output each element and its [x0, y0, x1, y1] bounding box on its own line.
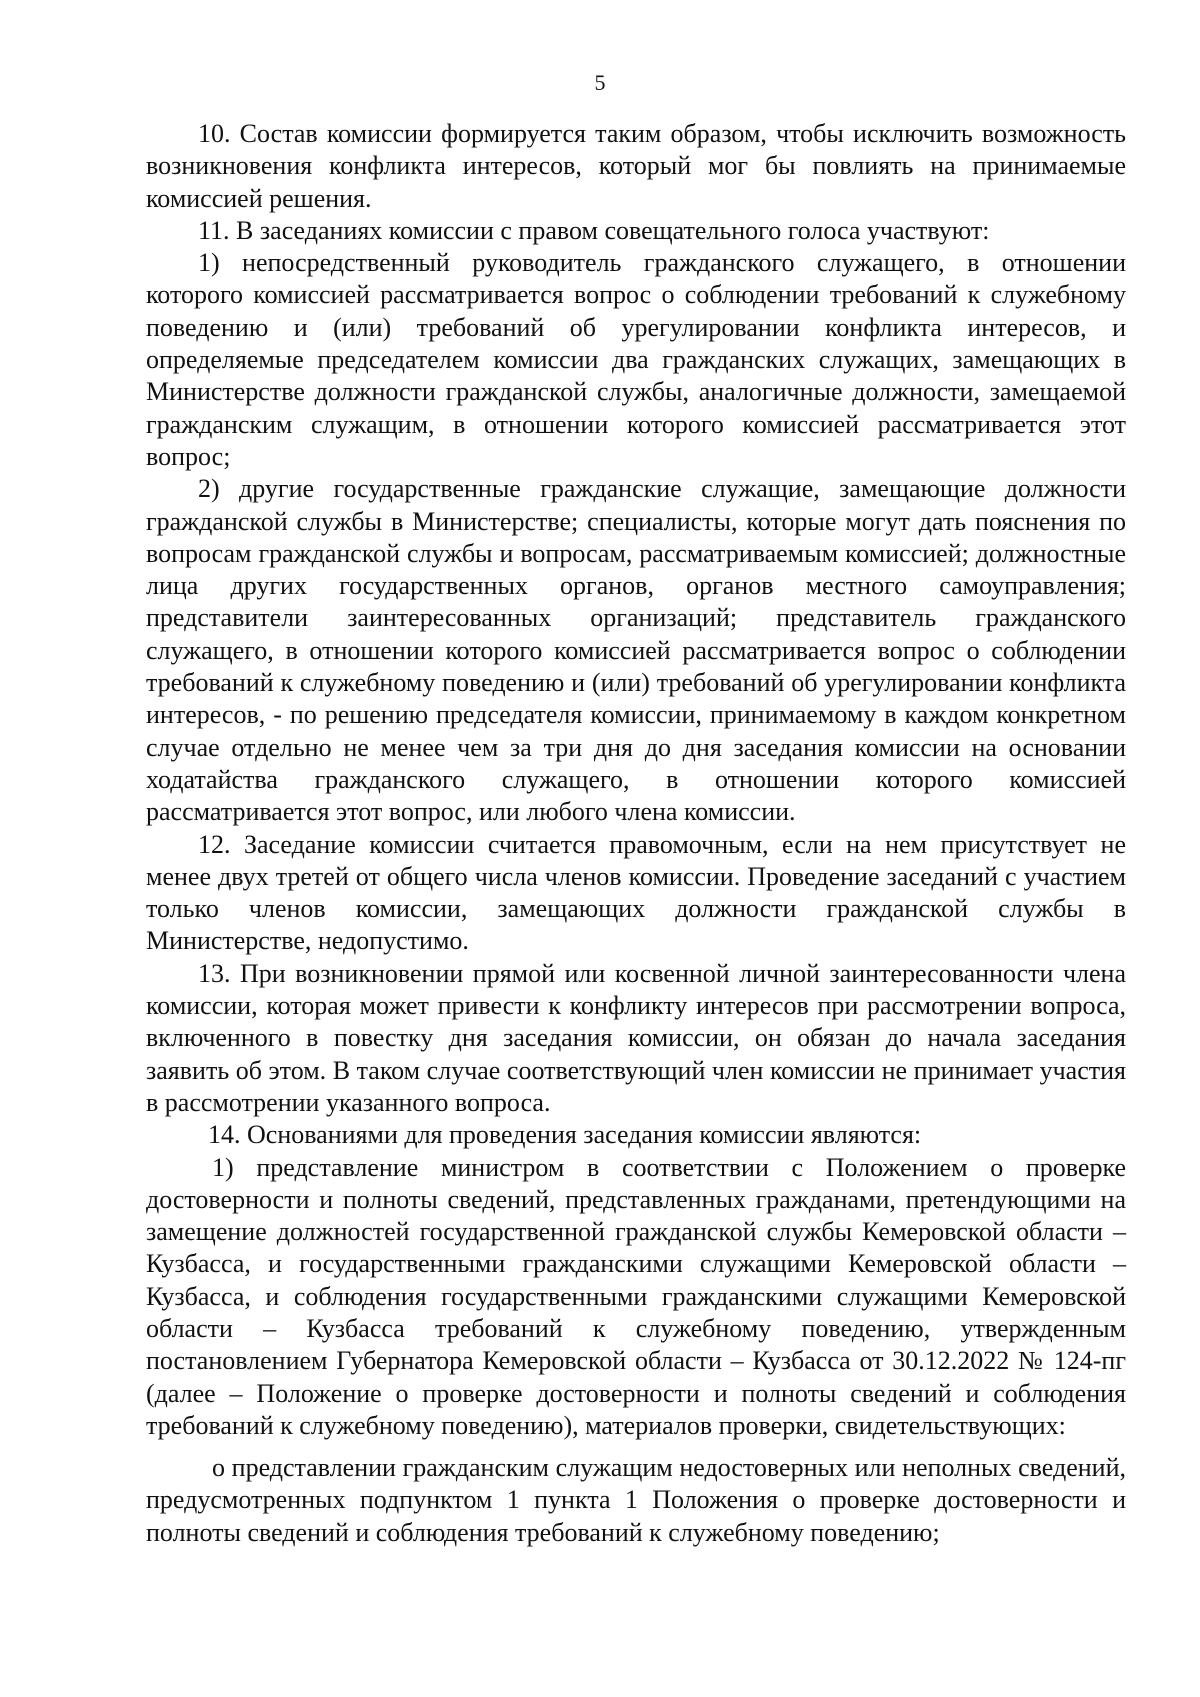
paragraph-14-item-1-subitem: о представлении гражданским служащим недостоверных или неполных сведений, предусмотренных подпунктом 1 пункта 1 Положения о проверке достоверности и полноты сведений и соблюдения требований к служебному поведению; [146, 1453, 1126, 1547]
page-number: 5 [594, 70, 606, 95]
paragraph-12: 12. Заседание комиссии считается правомочным, если на нем присутствует не менее двух третей от общего числа членов комиссии. Проведение заседаний с участием только членов комиссии, замещающих должности гражданской службы в Министерстве, недопустимо. [146, 829, 1126, 956]
paragraph-11-item-1: 1) непосредственный руководитель гражданского служащего, в отношении которого комиссией рассматривается вопрос о соблюдении требований к служебному поведению и (или) требований об урегулировании конфликта интересов, и определяемые председателем комиссии два гражданских служащих, замещающих в Министерстве должности гражданской службы, аналогичные должности, замещаемой гражданским служащим, в отношении которого комиссией рассматривается этот вопрос; [146, 248, 1126, 471]
paragraph-14-item-1: 1) представление министром в соответствии с Положением о проверке достоверности и полноты сведений, представленных гражданами, претендующими на замещение должностей государственной гражданской службы Кемеровской области – Кузбасса, и государственными гражданскими служащими Кемеровской области – Кузбасса, и соблюдения государственными гражданскими служащими Кемеровской области – Кузбасса требований к служебному поведению, утвержденным постановлением Губернатора Кемеровской области – Кузбасса от 30.12.2022 № 124-пг (далее – Положение о проверке достоверности и полноты сведений и соблюдения требований к служебному поведению), материалов проверки, свидетельствующих: [146, 1152, 1126, 1440]
document-body [146, 118, 1126, 1549]
paragraph-13: 13. При возникновении прямой или косвенной личной заинтересованности члена комиссии, которая может привести к конфликту интересов при рассмотрении вопроса, включенного в повестку дня заседания комиссии, он обязан до начала заседания заявить об этом. В таком случае соответствующий член комиссии не принимает участия в рассмотрении указанного вопроса. [146, 958, 1126, 1117]
paragraph-10: 10. Состав комиссии формируется таким образом, чтобы исключить возможность возникновения конфликта интересов, который мог бы повлиять на принимаемые комиссией решения. [146, 119, 1126, 213]
paragraph-14: 14. Основаниями для проведения заседания комиссии являются: [208, 1120, 922, 1150]
paragraph-11: 11. В заседаниях комиссии с правом совещательного голоса участвуют: [198, 215, 990, 245]
paragraph-11-item-2: 2) другие государственные гражданские служащие, замещающие должности гражданской службы в Министерстве; специалисты, которые могут дать пояснения по вопросам гражданской службы и вопросам, рассматриваемым комиссией; должностные лица других государственных органов, органов местного самоуправления; представители заинтересованных организаций; представитель гражданского служащего, в отношении которого комиссией рассматривается вопрос о соблюдении требований к служебному поведению и (или) требований об урегулировании конфликта интересов, - по решению председателя комиссии, принимаемому в каждом конкретном случае отдельно не менее чем за три дня до дня заседания комиссии на основании ходатайства гражданского служащего, в отношении которого комиссией рассматривается этот вопрос, или любого члена комиссии. [146, 474, 1126, 827]
